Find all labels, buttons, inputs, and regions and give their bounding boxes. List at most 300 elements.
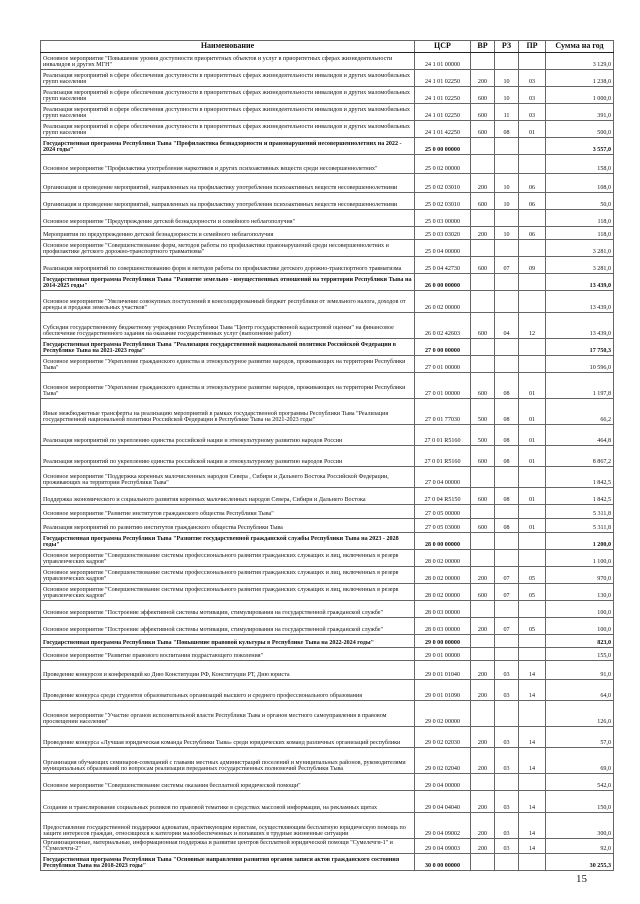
row-pr: [519, 505, 546, 519]
row-name: Основное мероприятие "Укрепление гражданского единства и этнокультурное развитие народов, проживающих на территории Республики Тыва": [41, 356, 415, 373]
row-vr: [471, 467, 495, 488]
row-name: Основное мероприятие "Участие органов исполнительной власти Республики Тыва и органов местного самоуправления в правовом просвещении населения": [41, 701, 415, 727]
row-vr: [471, 339, 495, 356]
row-pr: 01: [519, 425, 546, 446]
row-vr: 200: [471, 839, 495, 854]
row-csr: 28 0 02 00000: [415, 567, 471, 584]
row-rz: 08: [495, 425, 519, 446]
row-name: Проведение конкурса среди студентов образовательных организаций высшего и среднего профессионального образования: [41, 680, 415, 701]
row-sum: 158,0: [546, 155, 614, 174]
table-row: [41, 210, 614, 227]
row-pr: 09: [519, 257, 546, 274]
row-vr: 600: [471, 519, 495, 533]
row-vr: [471, 550, 495, 567]
table-row: [41, 567, 614, 584]
row-rz: [495, 550, 519, 567]
row-sum: 3 281,0: [546, 257, 614, 274]
row-rz: 03: [495, 748, 519, 774]
row-pr: 05: [519, 584, 546, 601]
row-vr: [471, 138, 495, 155]
row-vr: [471, 854, 495, 871]
row-rz: 07: [495, 618, 519, 635]
table-row: [41, 839, 614, 854]
row-name: Основное мероприятие "Развитие правового воспитания подрастающего поколения": [41, 648, 415, 661]
row-csr: 29 0 02 02040: [415, 748, 471, 774]
row-sum: 91,0: [546, 661, 614, 680]
row-rz: 04: [495, 313, 519, 339]
row-csr: 27 0 05 03000: [415, 519, 471, 533]
table-row: [41, 240, 614, 257]
row-vr: 200: [471, 70, 495, 87]
row-pr: 03: [519, 70, 546, 87]
row-pr: [519, 701, 546, 727]
row-vr: [471, 210, 495, 227]
row-name: Основное мероприятие "Совершенствование системы профессионального развития гражданских служащих и лиц, включенных в резерв управленческих кадров": [41, 550, 415, 567]
row-csr: 28 0 00 00000: [415, 533, 471, 550]
row-vr: [471, 53, 495, 70]
row-sum: 100,0: [546, 618, 614, 635]
row-rz: [495, 774, 519, 791]
row-name: Основное мероприятие "Профилактика употребления наркотиков и других психоактивных веществ среди несовершеннолетних": [41, 155, 415, 174]
table-row: [41, 291, 614, 313]
row-rz: [495, 533, 519, 550]
row-pr: [519, 854, 546, 871]
row-vr: [471, 601, 495, 618]
row-vr: 600: [471, 104, 495, 121]
row-csr: 25 0 02 00000: [415, 155, 471, 174]
row-sum: 391,0: [546, 104, 614, 121]
table-row: [41, 339, 614, 356]
row-sum: 500,0: [546, 121, 614, 138]
row-csr: 28 0 03 00000: [415, 601, 471, 618]
row-pr: [519, 210, 546, 227]
row-vr: 600: [471, 257, 495, 274]
row-vr: 600: [471, 121, 495, 138]
row-sum: 92,0: [546, 839, 614, 854]
row-csr: 25 0 03 00000: [415, 210, 471, 227]
row-pr: [519, 774, 546, 791]
table-row: [41, 399, 614, 425]
table-row: [41, 635, 614, 648]
row-csr: 29 0 04 00000: [415, 774, 471, 791]
row-csr: 25 0 04 00000: [415, 240, 471, 257]
row-sum: 69,0: [546, 748, 614, 774]
row-csr: 26 0 00 00000: [415, 274, 471, 291]
row-name: Основное мероприятие "Совершенствование системы профессионального развития гражданских служащих и лиц, включенных в резерв управленческих кадров": [41, 567, 415, 584]
row-vr: [471, 356, 495, 373]
row-sum: 66,2: [546, 399, 614, 425]
row-pr: [519, 155, 546, 174]
row-name: Реализация мероприятий по совершенствованию форм и методов работы по профилактике детского дорожно-транспортного травматизма: [41, 257, 415, 274]
table-row: [41, 373, 614, 399]
row-rz: 07: [495, 584, 519, 601]
header-sum: Сумма на год: [546, 41, 614, 53]
row-pr: [519, 138, 546, 155]
table-row: [41, 774, 614, 791]
row-csr: 27 0 01 77030: [415, 399, 471, 425]
row-name: Основное мероприятие "Совершенствование системы профессионального развития гражданских служащих и лиц, включенных в резерв управленческих кадров": [41, 584, 415, 601]
row-pr: 01: [519, 373, 546, 399]
row-pr: 03: [519, 104, 546, 121]
row-rz: [495, 291, 519, 313]
table-row: [41, 661, 614, 680]
row-vr: [471, 635, 495, 648]
table-row: [41, 618, 614, 635]
header-vr: ВР: [471, 41, 495, 53]
row-rz: [495, 505, 519, 519]
row-sum: 464,8: [546, 425, 614, 446]
row-pr: 12: [519, 313, 546, 339]
row-sum: 1 100,0: [546, 550, 614, 567]
table-row: [41, 356, 614, 373]
row-csr: 24 1 01 42250: [415, 121, 471, 138]
row-vr: 600: [471, 87, 495, 104]
row-sum: 13 439,0: [546, 274, 614, 291]
row-vr: 600: [471, 373, 495, 399]
row-rz: 11: [495, 104, 519, 121]
row-rz: 03: [495, 839, 519, 854]
row-rz: [495, 339, 519, 356]
row-rz: 08: [495, 519, 519, 533]
row-csr: 27 0 01 R5160: [415, 446, 471, 467]
row-name: Основное мероприятие "Укрепление гражданского единства и этнокультурное развитие народов, проживающих на территории Республики Тыва": [41, 373, 415, 399]
row-vr: 200: [471, 813, 495, 839]
row-name: Государственная программа Республики Тыва "Реализация государственной национальной политики Российской Федерации в Республике Тыва на 2021-2023 годы": [41, 339, 415, 356]
row-name: Государственная программа Республики Тыва "Развитие земельно - имущественных отношений на территории Республики Тыва на 2014-2025 годы": [41, 274, 415, 291]
row-rz: 08: [495, 488, 519, 505]
row-vr: [471, 240, 495, 257]
page-number: 15: [576, 873, 587, 885]
row-name: Реализация мероприятий по укреплению единства российской нации и этнокультурному развитию народов России: [41, 425, 415, 446]
row-rz: [495, 155, 519, 174]
row-rz: [495, 467, 519, 488]
table-row: [41, 680, 614, 701]
row-csr: 27 0 01 00000: [415, 356, 471, 373]
row-vr: [471, 774, 495, 791]
row-name: Государственная программа Республики Тыва "Развитие государственной гражданской службы Республики Тыва на 2023 - 2028 годы": [41, 533, 415, 550]
row-rz: [495, 854, 519, 871]
table-row: [41, 533, 614, 550]
table-row: [41, 274, 614, 291]
table-row: [41, 425, 614, 446]
table-row: [41, 854, 614, 871]
row-csr: 28 0 02 00000: [415, 550, 471, 567]
row-name: Реализация мероприятий по развитию институтов гражданского общества Республики Тыва: [41, 519, 415, 533]
row-vr: [471, 155, 495, 174]
table-row: [41, 227, 614, 240]
row-csr: 24 1 01 02250: [415, 104, 471, 121]
table-row: [41, 467, 614, 488]
row-sum: 130,0: [546, 584, 614, 601]
row-vr: [471, 648, 495, 661]
row-rz: [495, 635, 519, 648]
row-csr: 27 0 04 00000: [415, 467, 471, 488]
row-csr: 25 0 02 03010: [415, 174, 471, 193]
table-row: [41, 748, 614, 774]
row-pr: [519, 467, 546, 488]
row-sum: 13 439,0: [546, 313, 614, 339]
row-sum: 100,0: [546, 601, 614, 618]
row-vr: [471, 533, 495, 550]
row-name: Основное мероприятие "Совершенствование системы оказания бесплатной юридической помощи": [41, 774, 415, 791]
row-sum: 118,0: [546, 210, 614, 227]
row-sum: 57,0: [546, 727, 614, 748]
row-vr: 200: [471, 727, 495, 748]
row-sum: 155,0: [546, 648, 614, 661]
row-sum: 300,0: [546, 813, 614, 839]
row-csr: 24 1 01 00000: [415, 53, 471, 70]
row-rz: 03: [495, 791, 519, 813]
row-name: Реализация мероприятий в сфере обеспечения доступности в приоритетных сферах жизнедеятельности инвалидов и других маломобильных групп населения: [41, 121, 415, 138]
row-rz: 08: [495, 121, 519, 138]
row-sum: 1 842,5: [546, 488, 614, 505]
row-rz: 10: [495, 193, 519, 210]
table-row: [41, 104, 614, 121]
row-pr: 03: [519, 87, 546, 104]
row-name: Основное мероприятие "Построение эффективной системы мотивации, стимулирования на государственной гражданской службе": [41, 618, 415, 635]
row-sum: 3 129,0: [546, 53, 614, 70]
row-vr: [471, 701, 495, 727]
row-pr: 05: [519, 618, 546, 635]
row-sum: 30 255,3: [546, 854, 614, 871]
row-name: Основное мероприятие "Увеличение совокупных поступлений в консолидированный бюджет республики от земельного налога, доходов от аренды и продажи земельных участков": [41, 291, 415, 313]
row-rz: 03: [495, 661, 519, 680]
row-pr: 14: [519, 661, 546, 680]
row-rz: 10: [495, 87, 519, 104]
row-csr: 27 0 01 R5160: [415, 425, 471, 446]
row-pr: 06: [519, 193, 546, 210]
table-row: [41, 727, 614, 748]
header-csr: ЦСР: [415, 41, 471, 53]
row-pr: [519, 291, 546, 313]
row-csr: 30 0 00 00000: [415, 854, 471, 871]
row-rz: [495, 701, 519, 727]
table-row: [41, 550, 614, 567]
row-sum: 1 842,5: [546, 467, 614, 488]
table-row: [41, 155, 614, 174]
row-name: Реализация мероприятий в сфере обеспечения доступности в приоритетных сферах жизнедеятельности инвалидов и других маломобильных групп населения: [41, 70, 415, 87]
table-row: [41, 138, 614, 155]
row-sum: 823,0: [546, 635, 614, 648]
row-name: Основное мероприятие "Развитие институтов гражданского общества Республики Тыва": [41, 505, 415, 519]
row-sum: 1 000,0: [546, 87, 614, 104]
row-csr: 29 0 01 01040: [415, 661, 471, 680]
table-row: [41, 121, 614, 138]
row-pr: [519, 240, 546, 257]
row-name: Поддержка экономического и социального развития коренных малочисленных народов Севера, Сибири и Дальнего Востока: [41, 488, 415, 505]
row-csr: 29 0 04 04040: [415, 791, 471, 813]
table-row: [41, 174, 614, 193]
row-name: Иные межбюджетные трансферты на реализацию мероприятий в рамках государственной программы Республики Тыва "Реализация государственной национальной политики Российской Федерации в Республике Тыва на 2021-2023 годы": [41, 399, 415, 425]
row-sum: 542,0: [546, 774, 614, 791]
row-csr: 25 0 00 00000: [415, 138, 471, 155]
row-rz: [495, 648, 519, 661]
row-name: Основное мероприятие "Совершенствование форм, методов работы по профилактике правонарушений среди несовершеннолетних и профилактике детского дорожно-транспортного травматизма": [41, 240, 415, 257]
row-pr: 01: [519, 519, 546, 533]
row-rz: [495, 210, 519, 227]
table-row: [41, 446, 614, 467]
table-row: [41, 488, 614, 505]
row-name: Организация и проведение мероприятий, направленных на профилактику употребления психоактивных веществ несовершеннолетними: [41, 174, 415, 193]
table-row: [41, 505, 614, 519]
row-csr: 26 0 02 42603: [415, 313, 471, 339]
row-pr: [519, 339, 546, 356]
table-row: [41, 601, 614, 618]
row-sum: 10 596,0: [546, 356, 614, 373]
row-pr: 06: [519, 227, 546, 240]
table-row: [41, 519, 614, 533]
row-pr: [519, 601, 546, 618]
row-name: Реализация мероприятий в сфере обеспечения доступности в приоритетных сферах жизнедеятельности инвалидов и других маломобильных групп населения: [41, 87, 415, 104]
table-row: [41, 70, 614, 87]
table-row: [41, 584, 614, 601]
row-sum: 13 439,0: [546, 291, 614, 313]
row-rz: [495, 240, 519, 257]
row-rz: [495, 356, 519, 373]
row-pr: 14: [519, 748, 546, 774]
row-csr: 29 0 04 09002: [415, 813, 471, 839]
row-sum: 50,0: [546, 193, 614, 210]
table-row: [41, 53, 614, 70]
row-vr: [471, 291, 495, 313]
row-name: Государственная программа Республики Тыва "Профилактика безнадзорности и правонарушений несовершеннолетних на 2022 - 2024 годы": [41, 138, 415, 155]
row-pr: [519, 274, 546, 291]
row-pr: 14: [519, 791, 546, 813]
row-csr: 27 0 00 00000: [415, 339, 471, 356]
row-pr: [519, 648, 546, 661]
row-pr: [519, 550, 546, 567]
row-vr: 200: [471, 174, 495, 193]
row-rz: [495, 53, 519, 70]
row-rz: 10: [495, 174, 519, 193]
row-csr: 27 0 04 R5150: [415, 488, 471, 505]
row-pr: 05: [519, 567, 546, 584]
row-sum: 108,0: [546, 174, 614, 193]
row-sum: 150,0: [546, 791, 614, 813]
row-sum: 64,0: [546, 680, 614, 701]
row-name: Основное мероприятие "Предупреждение детской безнадзорности и семейного неблагополучия": [41, 210, 415, 227]
row-name: Основное мероприятие "Повышение уровня доступности приоритетных объектов и услуг в приоритетных сферах жизнедеятельности инвалидов и других МГН": [41, 53, 415, 70]
row-sum: 8 867,2: [546, 446, 614, 467]
row-csr: 24 1 01 02250: [415, 87, 471, 104]
row-sum: 3 281,0: [546, 240, 614, 257]
table-row: [41, 648, 614, 661]
row-sum: 1 200,0: [546, 533, 614, 550]
table-row: [41, 813, 614, 839]
row-rz: 03: [495, 813, 519, 839]
row-csr: 29 0 02 02030: [415, 727, 471, 748]
row-vr: 200: [471, 227, 495, 240]
row-vr: 600: [471, 313, 495, 339]
row-pr: [519, 533, 546, 550]
row-csr: 29 0 00 00000: [415, 635, 471, 648]
row-vr: 600: [471, 584, 495, 601]
row-sum: 3 557,0: [546, 138, 614, 155]
row-sum: 17 750,3: [546, 339, 614, 356]
header-name: Наименование: [41, 41, 415, 53]
row-vr: 200: [471, 680, 495, 701]
row-name: Предоставление государственной поддержки адвокатам, практикующим юристам, осуществляющим бесплатную юридическую помощь по защите интересов граждан, относящихся к категории малообеспеченных и попавших в трудные жизненные ситуации: [41, 813, 415, 839]
row-csr: 25 0 04 42730: [415, 257, 471, 274]
row-name: Государственная программа Республики Тыва "Основные направления развития органов записи актов гражданского состояния Республики Тыва на 2018-2023 годы": [41, 854, 415, 871]
row-vr: 200: [471, 567, 495, 584]
row-sum: 970,0: [546, 567, 614, 584]
row-csr: 26 0 02 00000: [415, 291, 471, 313]
row-csr: 29 0 02 00000: [415, 701, 471, 727]
row-sum: 5 311,8: [546, 519, 614, 533]
row-csr: 24 1 01 02250: [415, 70, 471, 87]
row-name: Основное мероприятие "Построение эффективной системы мотивации, стимулирования на государственной гражданской службе": [41, 601, 415, 618]
table-row: [41, 87, 614, 104]
row-name: Реализация мероприятий в сфере обеспечения доступности в приоритетных сферах жизнедеятельности инвалидов и других маломобильных групп населения: [41, 104, 415, 121]
row-csr: 29 0 01 01090: [415, 680, 471, 701]
row-csr: 25 0 03 03020: [415, 227, 471, 240]
row-sum: 126,0: [546, 701, 614, 727]
row-rz: 03: [495, 680, 519, 701]
row-pr: [519, 635, 546, 648]
row-pr: [519, 53, 546, 70]
row-name: Основное мероприятие "Поддержка коренных малочисленных народов Севера , Сибири и Дальнего Востока Российской Федерации, проживающих на территории Республики Тыва": [41, 467, 415, 488]
row-csr: 29 0 01 00000: [415, 648, 471, 661]
row-rz: 08: [495, 373, 519, 399]
row-pr: 06: [519, 174, 546, 193]
row-vr: 500: [471, 425, 495, 446]
row-csr: 28 0 03 00000: [415, 618, 471, 635]
row-vr: 200: [471, 748, 495, 774]
row-sum: 1 238,0: [546, 70, 614, 87]
row-pr: 01: [519, 446, 546, 467]
row-pr: [519, 356, 546, 373]
row-sum: 118,0: [546, 227, 614, 240]
row-csr: 29 0 04 09003: [415, 839, 471, 854]
row-csr: 27 0 01 00000: [415, 373, 471, 399]
row-rz: 07: [495, 257, 519, 274]
row-vr: [471, 505, 495, 519]
header-pr: ПР: [519, 41, 546, 53]
row-name: Мероприятия по предупреждению детской безнадзорности и семейного неблагополучия: [41, 227, 415, 240]
row-name: Реализация мероприятий по укреплению единства российской нации и этнокультурному развитию народов России: [41, 446, 415, 467]
row-vr: 500: [471, 399, 495, 425]
row-name: Организация и проведение мероприятий, направленных на профилактику употребления психоактивных веществ несовершеннолетними: [41, 193, 415, 210]
row-rz: [495, 274, 519, 291]
row-pr: 14: [519, 727, 546, 748]
row-pr: 01: [519, 121, 546, 138]
table-row: [41, 257, 614, 274]
table-row: [41, 701, 614, 727]
row-rz: 08: [495, 399, 519, 425]
row-csr: 25 0 02 03010: [415, 193, 471, 210]
table-header-row: [41, 41, 614, 53]
row-csr: 28 0 02 00000: [415, 584, 471, 601]
row-sum: 5 311,8: [546, 505, 614, 519]
row-rz: 10: [495, 70, 519, 87]
row-pr: 14: [519, 839, 546, 854]
row-vr: 200: [471, 791, 495, 813]
row-rz: 03: [495, 727, 519, 748]
row-pr: 01: [519, 399, 546, 425]
row-name: Проведение конкурса «Лучшая юридическая команда Республики Тыва» среди юридических команд различных организаций республики: [41, 727, 415, 748]
row-vr: 200: [471, 618, 495, 635]
row-name: Создание и транслирование социальных роликов по правовой тематике в средствах массовой информации, на рекламных щитах: [41, 791, 415, 813]
row-vr: 200: [471, 661, 495, 680]
row-pr: 01: [519, 488, 546, 505]
row-rz: 10: [495, 227, 519, 240]
row-name: Государственная программа Республики Тыва "Повышение правовой культуры в Республике Тыва на 2022-2024 годы": [41, 635, 415, 648]
table-row: [41, 193, 614, 210]
row-name: Субсидии государственному бюджетному учреждению Республики Тыва "Центр государственной кадастровой оценки" на финансовое обеспечение государственного задания на оказание государственных услуг (выполнение работ): [41, 313, 415, 339]
row-pr: 14: [519, 680, 546, 701]
header-rz: РЗ: [495, 41, 519, 53]
